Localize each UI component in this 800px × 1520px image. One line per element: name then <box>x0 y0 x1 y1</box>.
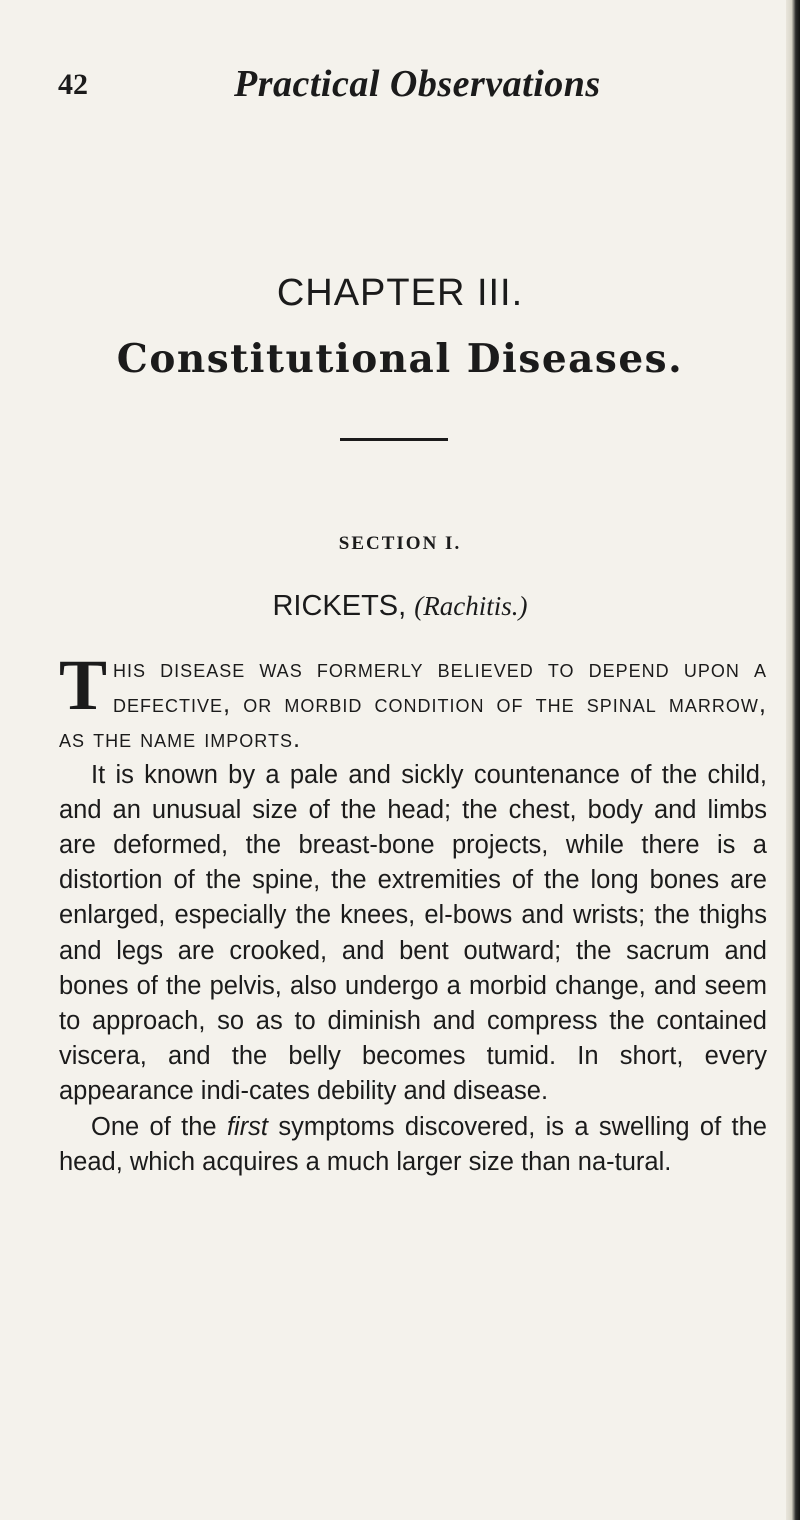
binding-edge <box>786 0 800 1520</box>
chapter-heading: CHAPTER III. <box>276 272 524 314</box>
section-title <box>0 590 800 623</box>
section-divider-rule <box>340 438 448 441</box>
section-title-main: RICKETS, <box>272 590 407 622</box>
paragraph-1-text: his disease was formerly believed to depend upon a defective, or morbid condition of the spinal marrow, as the name imports. <box>59 655 767 754</box>
paragraph-3 <box>59 1110 767 1180</box>
chapter-title: Constitutional Diseases. <box>116 336 684 382</box>
section-label: SECTION I. <box>338 533 462 554</box>
paragraph-3-emphasis: first <box>226 1112 269 1141</box>
section-title-latin: (Rachitis.) <box>414 591 528 621</box>
page-number: 42 <box>58 68 88 101</box>
paragraph-3-rest: symptoms discovered, is a swelling of the head, which acquires a much larger size than na-tural. <box>59 1112 767 1176</box>
paragraph-2: It is known by a pale and sickly countenance of the child, and an unusual size of the head; the chest, body and limbs are deformed, the breast-bone projects, while there is a distortion of the spine, the extremities of the long bones are enlarged, especially the knees, el-bows and wrists; the thighs and legs are crooked, and bent outward; the sacrum and bones of the pelvis, also undergo a morbid change, and seem to approach, so as to diminish and compress the contained viscera, and the belly becomes tumid. In short, every appearance indi-cates debility and disease. <box>59 760 767 1106</box>
body-text <box>59 645 767 1180</box>
paragraph-1 <box>59 645 767 758</box>
drop-cap: T <box>59 645 108 725</box>
running-head <box>58 62 658 112</box>
paragraph-3-start: One of the <box>91 1112 217 1141</box>
running-title: Practical Observations <box>234 63 601 105</box>
